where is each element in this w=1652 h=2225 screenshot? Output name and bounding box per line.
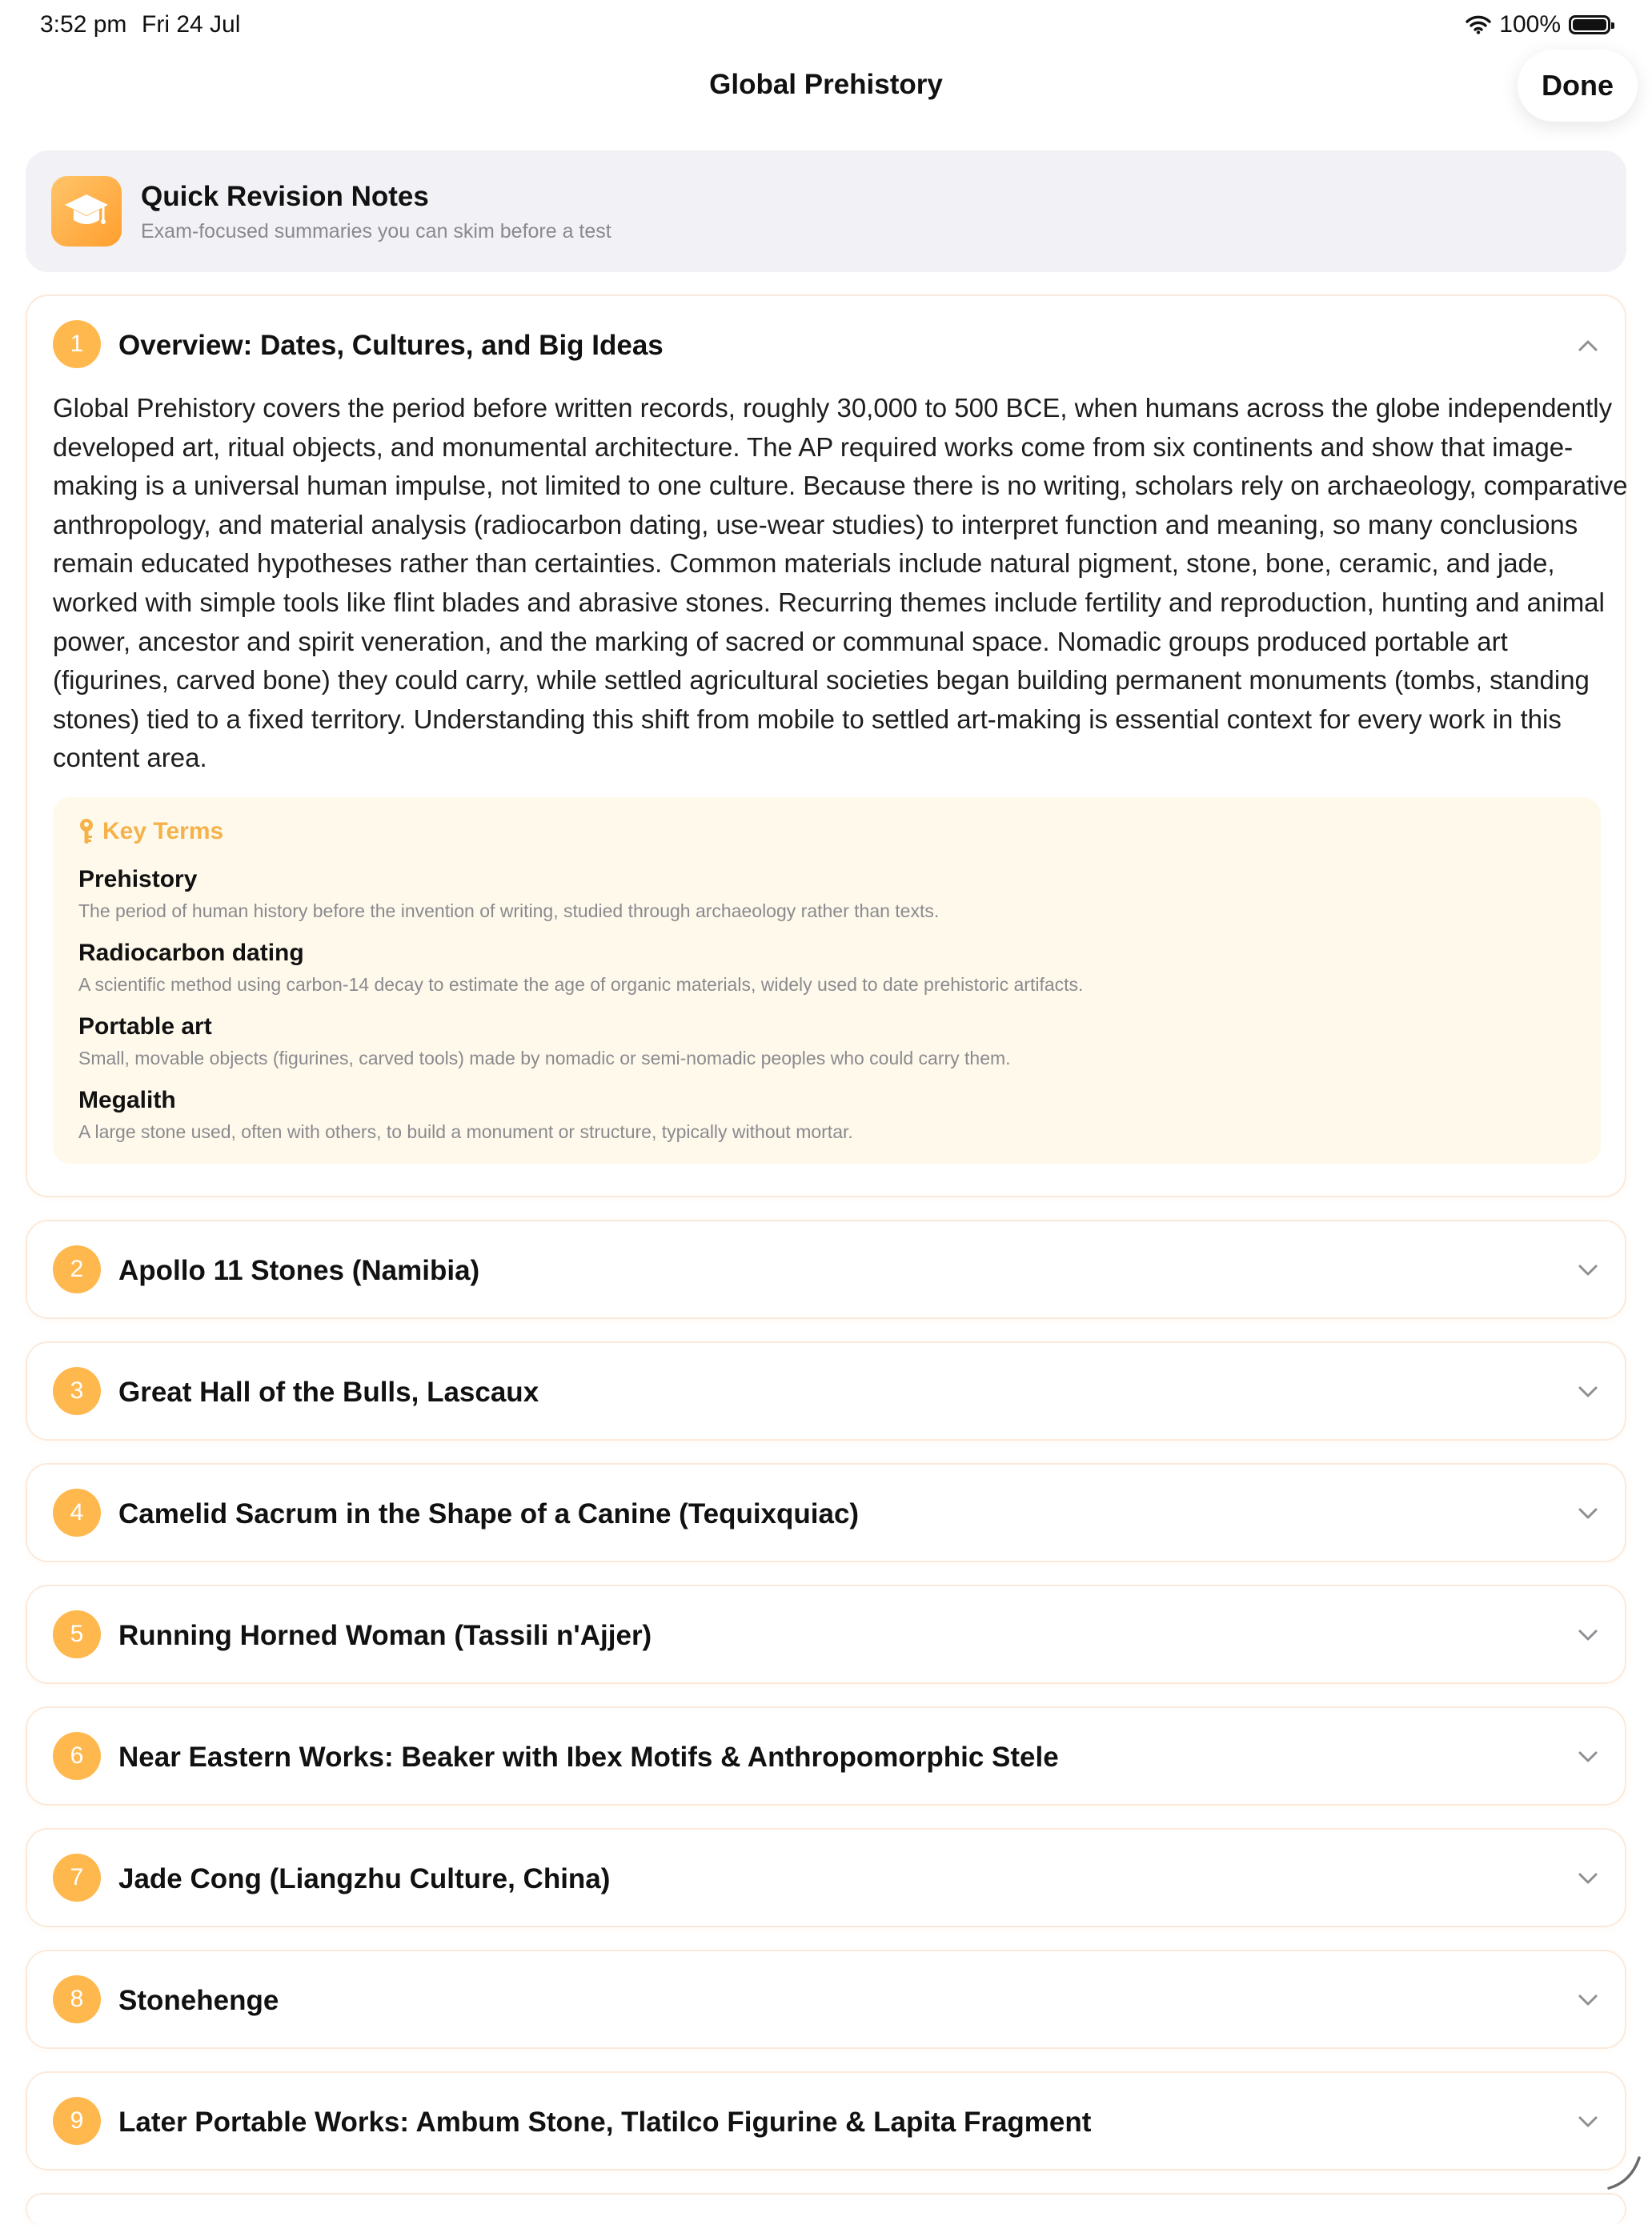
- section-title: Apollo 11 Stones (Namibia): [118, 1255, 480, 1286]
- section-collapsed[interactable]: [26, 2193, 1626, 2225]
- revision-notes-banner: [26, 150, 1626, 272]
- status-bar: [0, 0, 1652, 50]
- section-number-badge: 8: [53, 1975, 101, 2023]
- banner-title: Quick Revision Notes: [141, 181, 429, 212]
- section-number-badge: 5: [53, 1610, 101, 1658]
- key-term: Megalith: [78, 1087, 176, 1113]
- section-number-badge: 7: [53, 1854, 101, 1902]
- page-title: Global Prehistory: [709, 69, 943, 100]
- section-number-badge: 9: [53, 2097, 101, 2145]
- battery-full-icon: [1569, 15, 1610, 34]
- section-collapsed[interactable]: [26, 1463, 1626, 1562]
- key-terms-box: [53, 797, 1601, 1164]
- status-time: 3:52 pm: [40, 11, 127, 38]
- key-term-definition: Small, movable objects (figurines, carved tools) made by nomadic or semi-nomadic peoples who could carry them.: [78, 1048, 1011, 1068]
- graduation-cap-icon: [51, 176, 122, 247]
- key-term-definition: A large stone used, often with others, to build a monument or structure, typically without mortar.: [78, 1121, 853, 1142]
- chevron-down-icon[interactable]: [1577, 1259, 1599, 1281]
- key-term: Prehistory: [78, 866, 198, 892]
- section-title: Jade Cong (Liangzhu Culture, China): [118, 1863, 611, 1894]
- banner-subtitle: Exam-focused summaries you can skim before a test: [141, 220, 611, 243]
- section-title: Camelid Sacrum in the Shape of a Canine (Tequixquiac): [118, 1498, 860, 1529]
- chevron-down-icon[interactable]: [1577, 1624, 1599, 1646]
- key-term-definition: The period of human history before the invention of writing, studied through archaeology rather than texts.: [78, 900, 940, 921]
- section-number-badge: 3: [53, 1367, 101, 1415]
- chevron-down-icon[interactable]: [1577, 1867, 1599, 1890]
- section-number-badge: 4: [53, 1489, 101, 1537]
- chevron-down-icon[interactable]: [1577, 2111, 1599, 2133]
- wifi-icon: [1466, 15, 1491, 34]
- section-title: Running Horned Woman (Tassili n'Ajjer): [118, 1620, 652, 1651]
- section-title: Great Hall of the Bulls, Lascaux: [118, 1377, 539, 1408]
- status-date: Fri 24 Jul: [142, 11, 241, 38]
- key-icon: [78, 818, 94, 845]
- section-title: Stonehenge: [118, 1985, 279, 2016]
- chevron-up-icon[interactable]: [1577, 335, 1599, 357]
- section-overview: [26, 295, 1626, 1197]
- section-collapsed[interactable]: [26, 1585, 1626, 1684]
- chevron-down-icon[interactable]: [1577, 1989, 1599, 2011]
- chevron-down-icon[interactable]: [1577, 1746, 1599, 1768]
- status-indicators: [1466, 11, 1610, 38]
- section-title: Near Eastern Works: Beaker with Ibex Motifs & Anthropomorphic Stele: [118, 1742, 1059, 1773]
- section-number-badge: 1: [53, 320, 101, 368]
- scroll-indicator-icon: [1604, 2153, 1644, 2193]
- battery-percent: 100%: [1499, 11, 1561, 38]
- chevron-down-icon[interactable]: [1577, 1381, 1599, 1403]
- section-header[interactable]: [27, 296, 1628, 370]
- section-body-text: Global Prehistory covers the period before written records, roughly 30,000 to 500 BCE, when humans across the globe independently developed art, ritual objects, and monumental architecture. The AP required works come from six continents and show that image-making is a universal human impulse, not limited to one culture. Because there is no writing, scholars rely on archaeology, comparative anthropology, and material analysis (radiocarbon dating, use-wear studies) to interpret function and meaning, so many conclusions remain educated hypotheses rather than certainties. Common materials include natural pigment, stone, bone, ceramic, and jade, worked with simple tools like flint blades and abrasive stones. Recurring themes include fertility and reproduction, hunting and animal power, ancestor and spirit veneration, and the marking of sacred or communal space. Nomadic groups produced portable art (figurines, carved bone) they could carry, while settled agricultural societies began building permanent monuments (tombs, standing stones) tied to a fixed territory. Understanding this shift from mobile to settled art-making is essential context for every work in this content area.: [53, 393, 1628, 773]
- section-collapsed[interactable]: [26, 1828, 1626, 1927]
- section-collapsed[interactable]: [26, 1706, 1626, 1806]
- section-title: Overview: Dates, Cultures, and Big Ideas: [118, 330, 664, 361]
- done-button[interactable]: Done: [1518, 50, 1638, 122]
- key-terms-header: [78, 818, 223, 845]
- chevron-down-icon[interactable]: [1577, 1502, 1599, 1525]
- section-collapsed[interactable]: [26, 1341, 1626, 1441]
- section-collapsed[interactable]: [26, 2071, 1626, 2171]
- key-term-definition: A scientific method using carbon-14 decay to estimate the age of organic materials, widely used to date prehistoric artifacts.: [78, 974, 1084, 995]
- section-collapsed[interactable]: [26, 1950, 1626, 2049]
- key-term: Radiocarbon dating: [78, 940, 304, 966]
- section-title: Later Portable Works: Ambum Stone, Tlatilco Figurine & Lapita Fragment: [118, 2107, 1092, 2138]
- key-term: Portable art: [78, 1013, 212, 1040]
- key-terms-heading: Key Terms: [102, 818, 224, 844]
- section-collapsed[interactable]: [26, 1220, 1626, 1319]
- section-number-badge: 2: [53, 1245, 101, 1293]
- section-number-badge: 6: [53, 1732, 101, 1780]
